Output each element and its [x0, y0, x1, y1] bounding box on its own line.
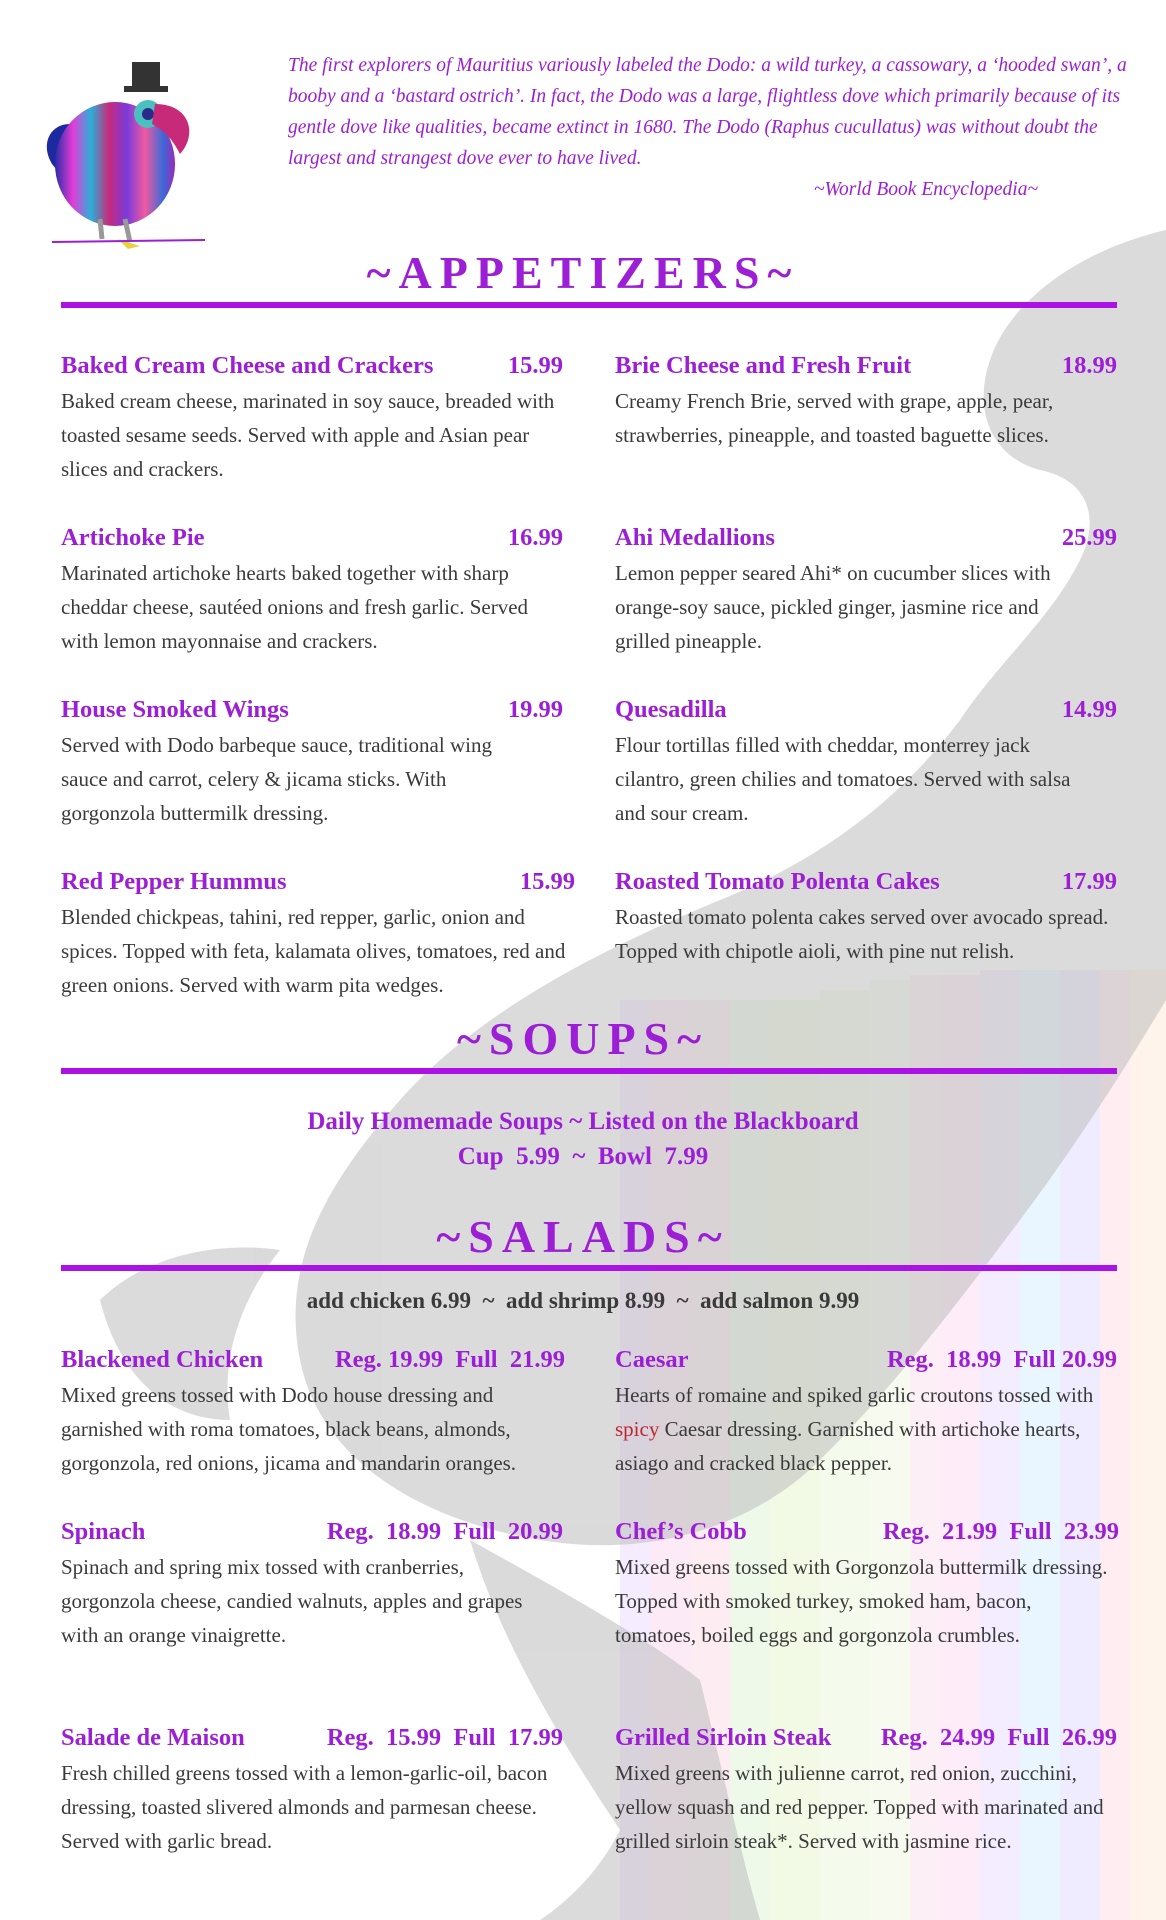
appetizers-heading: ~APPETIZERS~	[366, 247, 800, 298]
item-description: Marinated artichoke hearts baked together with sharp cheddar cheese, sautéed onions and fresh garlic. Served with lemon mayonnaise and crackers.	[61, 561, 529, 653]
desc-part: Caesar dressing. Garnished with artichoke hearts, asiago and cracked black pepper.	[615, 1417, 1081, 1475]
item-name: Salade de Maison	[61, 1724, 245, 1751]
soups-prices: Cup 5.99 ~ Bowl 7.99	[457, 1143, 709, 1170]
menu-item	[615, 868, 1117, 968]
item-name: Blackened Chicken	[61, 1346, 264, 1373]
menu-item	[61, 352, 563, 486]
item-description: Roasted tomato polenta cakes served over avocado spread. Topped with chipotle aioli, with pine nut relish.	[615, 905, 1109, 963]
menu-item	[615, 1346, 1117, 1480]
item-name: Quesadilla	[615, 696, 727, 723]
item-description: Flour tortillas filled with cheddar, monterrey jack cilantro, green chilies and tomatoes. Served with salsa and sour cream.	[615, 733, 1071, 825]
item-description: Mixed greens tossed with Gorgonzola buttermilk dressing. Topped with smoked turkey, smoked ham, bacon, tomatoes, boiled eggs and gorgonzola crumbles.	[615, 1555, 1108, 1647]
spicy-word: spicy	[615, 1417, 660, 1441]
item-price: Reg. 19.99 Full 21.99	[334, 1346, 565, 1373]
quote-source: ~World Book Encyclopedia~	[814, 179, 1038, 200]
item-price: 15.99	[519, 868, 575, 895]
dodo-quote	[288, 50, 1138, 205]
salads-rule	[61, 1265, 1117, 1271]
menu-item	[61, 868, 575, 1002]
menu-item	[61, 1724, 563, 1858]
item-description: Mixed greens with julienne carrot, red onion, zucchini, yellow squash and red pepper. Topped with marinated and grilled sirloin steak*. Served with jasmine rice.	[615, 1761, 1104, 1853]
item-name: House Smoked Wings	[61, 696, 289, 723]
appetizers-rule	[61, 302, 1117, 308]
item-price: 14.99	[1061, 696, 1117, 723]
item-name: Roasted Tomato Polenta Cakes	[615, 868, 940, 895]
item-price: Reg. 18.99 Full 20.99	[886, 1346, 1117, 1373]
item-description: Mixed greens tossed with Dodo house dressing and garnished with roma tomatoes, black beans, almonds, gorgonzola, red onions, jicama and mandarin oranges.	[61, 1383, 517, 1475]
menu-item	[61, 1518, 563, 1652]
item-price: 17.99	[1061, 868, 1117, 895]
salads-heading: ~SALADS~	[436, 1211, 730, 1262]
item-price: 16.99	[507, 524, 563, 551]
menu-item	[61, 1346, 565, 1480]
item-name: Baked Cream Cheese and Crackers	[61, 352, 434, 379]
item-name: Artichoke Pie	[61, 524, 205, 551]
item-price: Reg. 18.99 Full 20.99	[326, 1518, 563, 1545]
item-description: Creamy French Brie, served with grape, apple, pear, strawberries, pineapple, and toasted baguette slices.	[615, 389, 1054, 447]
item-description: Served with Dodo barbeque sauce, traditional wing sauce and carrot, celery & jicama sticks. With gorgonzola buttermilk dressing.	[61, 733, 492, 825]
menu-item	[615, 524, 1117, 658]
item-description: Lemon pepper seared Ahi* on cucumber slices with orange-soy sauce, pickled ginger, jasmine rice and grilled pineapple.	[615, 561, 1051, 653]
item-name: Brie Cheese and Fresh Fruit	[615, 352, 912, 379]
menu-item	[61, 696, 563, 830]
menu-item	[615, 352, 1117, 452]
menu-item	[615, 696, 1117, 830]
item-description: Baked cream cheese, marinated in soy sauce, breaded with toasted sesame seeds. Served with apple and Asian pear slices and crackers.	[61, 389, 555, 481]
desc-part: Hearts of romaine and spiked garlic croutons tossed with	[615, 1383, 1094, 1407]
salads-addons: add chicken 6.99 ~ add shrimp 8.99 ~ add salmon 9.99	[306, 1288, 860, 1313]
item-name: Caesar	[615, 1346, 689, 1373]
soups-heading: ~SOUPS~	[456, 1013, 710, 1064]
item-description: Blended chickpeas, tahini, red repper, garlic, onion and spices. Topped with feta, kalamata olives, tomatoes, red and green onions. Served with warm pita wedges.	[61, 905, 566, 997]
item-price: 18.99	[1061, 352, 1117, 379]
item-name: Chef’s Cobb	[615, 1518, 747, 1545]
item-price: Reg. 21.99 Full 23.99	[882, 1518, 1119, 1545]
item-price: Reg. 24.99 Full 26.99	[880, 1724, 1117, 1751]
item-name: Ahi Medallions	[615, 524, 775, 551]
item-description: Spinach and spring mix tossed with cranberries, gorgonzola cheese, candied walnuts, apples and grapes with an orange vinaigrette.	[61, 1555, 523, 1647]
item-description: Fresh chilled greens tossed with a lemon-garlic-oil, bacon dressing, toasted slivered almonds and parmesan cheese. Served with garlic bread.	[61, 1761, 548, 1853]
item-price: 15.99	[507, 352, 563, 379]
dodo-bird-logo	[40, 44, 210, 254]
quote-text: The first explorers of Mauritius variously labeled the Dodo: a wild turkey, a cassowary, a ‘hooded swan’, a booby and a ‘bastard ostrich’. In fact, the Dodo was a large, flightless dove which primarily because of its gentle dove like qualities, became extinct in 1680. The Dodo (Raphus cucullatus) was without doubt the largest and strangest dove ever to have lived.	[288, 55, 1127, 169]
menu-item	[615, 1724, 1117, 1858]
item-description	[615, 1378, 1120, 1480]
menu-item	[615, 1518, 1119, 1652]
item-price: Reg. 15.99 Full 17.99	[326, 1724, 563, 1751]
menu-item	[61, 524, 563, 658]
item-name: Red Pepper Hummus	[61, 868, 287, 895]
soups-rule	[61, 1068, 1117, 1074]
item-name: Grilled Sirloin Steak	[615, 1724, 832, 1751]
item-name: Spinach	[61, 1518, 146, 1545]
item-price: 19.99	[507, 696, 563, 723]
soups-daily-text: Daily Homemade Soups ~ Listed on the Blackboard	[307, 1108, 859, 1135]
item-price: 25.99	[1061, 524, 1117, 551]
